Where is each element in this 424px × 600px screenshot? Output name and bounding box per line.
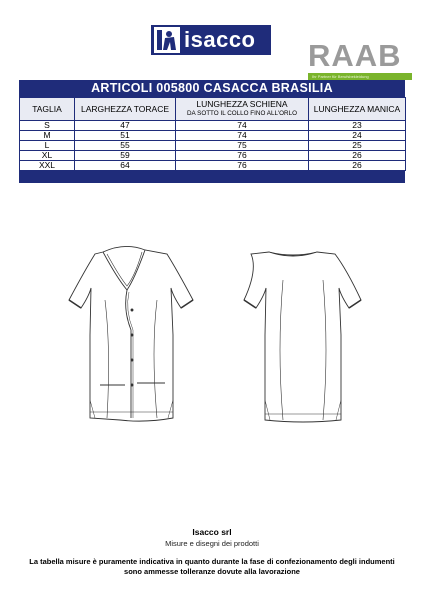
cell-torace: 64 — [75, 161, 176, 171]
disclaimer-line-1: La tabella misure è puramente indicativa in quanto durante la fase di confezionamento degli indumenti — [29, 557, 395, 566]
table-row — [20, 131, 406, 141]
cell-schiena: 74 — [176, 121, 309, 131]
isacco-logo-mark-icon — [154, 27, 180, 53]
raab-logo — [308, 40, 414, 80]
header-lunghezza-schiena-label: LUNGHEZZA SCHIENA — [196, 99, 288, 109]
size-table-footer-bar — [19, 171, 405, 183]
table-row — [20, 141, 406, 151]
raab-logo-tagline: Ihr Partner für Berufsbekleidung — [312, 74, 369, 79]
raab-logo-text: RAAB — [308, 38, 402, 73]
cell-torace: 51 — [75, 131, 176, 141]
cell-schiena: 75 — [176, 141, 309, 151]
garment-drawings — [45, 240, 385, 440]
size-table-title: ARTICOLI 005800 CASACCA BRASILIA — [19, 80, 405, 97]
isacco-logo-text: isacco — [184, 27, 256, 52]
tunic-back-drawing — [244, 252, 361, 422]
cell-manica: 24 — [309, 131, 406, 141]
cell-manica: 26 — [309, 161, 406, 171]
cell-manica: 26 — [309, 151, 406, 161]
table-row — [20, 151, 406, 161]
tunic-front-drawing — [69, 246, 193, 421]
cell-taglia: L — [20, 141, 75, 151]
table-row — [20, 121, 406, 131]
cell-manica: 23 — [309, 121, 406, 131]
cell-torace: 47 — [75, 121, 176, 131]
cell-taglia: XL — [20, 151, 75, 161]
table-row — [20, 161, 406, 171]
size-table — [19, 80, 405, 183]
cell-torace: 59 — [75, 151, 176, 161]
header-lunghezza-schiena — [176, 98, 309, 121]
cell-taglia: M — [20, 131, 75, 141]
header-taglia: TAGLIA — [20, 98, 75, 121]
cell-schiena: 76 — [176, 161, 309, 171]
cell-schiena: 74 — [176, 131, 309, 141]
header-lunghezza-manica: LUNGHEZZA MANICA — [309, 98, 406, 121]
disclaimer — [20, 557, 404, 577]
cell-taglia: XXL — [20, 161, 75, 171]
cell-manica: 25 — [309, 141, 406, 151]
disclaimer-line-2: sono ammesse tolleranze dovute alla lavorazione — [124, 567, 300, 576]
size-table-grid — [19, 97, 406, 171]
cell-taglia: S — [20, 121, 75, 131]
header-larghezza-torace: LARGHEZZA TORACE — [75, 98, 176, 121]
company-description: Misure e disegni dei prodotti — [165, 539, 259, 548]
cell-torace: 55 — [75, 141, 176, 151]
header-lunghezza-schiena-sub: DA SOTTO IL COLLO FINO ALL'ORLO — [186, 110, 298, 117]
size-table-header-row — [20, 98, 406, 121]
isacco-logo — [151, 25, 271, 55]
company-name: Isacco srl — [192, 527, 232, 537]
cell-schiena: 76 — [176, 151, 309, 161]
